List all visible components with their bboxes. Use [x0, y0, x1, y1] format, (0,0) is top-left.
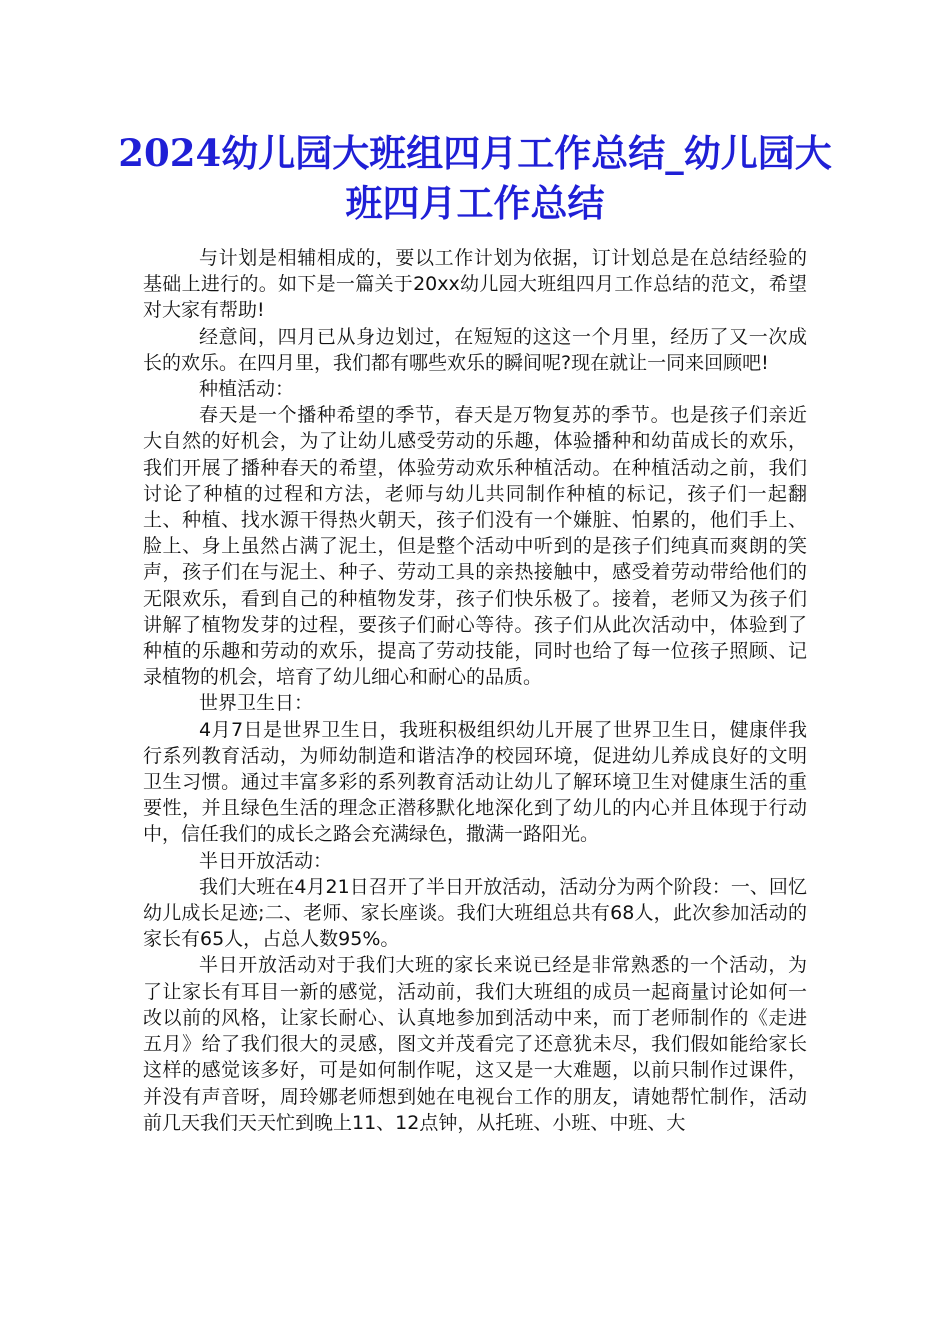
paragraph-april-review: 经意间，四月已从身边划过，在短短的这这一个月里，经历了又一次成长的欢乐。在四月里，我们都有哪些欢乐的瞬间呢?现在就让一同来回顾吧! — [143, 325, 807, 374]
paragraph-planting-activity: 春天是一个播种希望的季节，春天是万物复苏的季节。也是孩子们亲近大自然的好机会，为了让幼儿感受劳动的乐趣，体验播种和幼苗成长的欢乐，我们开展了播种春天的希望，体验劳动欢乐种植活动。在种植活动之前，我们讨论了种植的过程和方法，老师与幼儿共同制作种植的标记，孩子们一起翻土、种植、找水源干得热火朝天，孩子们没有一个嫌脏、怕累的，他们手上、脸上、身上虽然占满了泥土，但是整个活动中听到的是孩子们纯真而爽朗的笑声，孩子们在与泥土、种子、劳动工具的亲热接触中，感受着劳动带给他们的无限欢乐，看到自己的种植物发芽，孩子们快乐极了。接着，老师又为孩子们讲解了植物发芽的过程，要孩子们耐心等待。孩子们从此次活动中，体验到了种植的乐趣和劳动的欢乐，提高了劳动技能，同时也给了每一位孩子照顾、记录植物的机会，培育了幼儿细心和耐心的品质。 — [143, 404, 807, 689]
heading-planting-activity: 种植活动： — [199, 378, 295, 401]
document-body — [143, 245, 807, 1136]
heading-world-health-day: 世界卫生日： — [199, 692, 314, 715]
paragraph-half-day-open-1: 我们大班在4月21日召开了半日开放活动，活动分为两个阶段：一、回忆幼儿成长足迹;二、老师、家长座谈。我们大班组总共有68人，此次参加活动的家长有65人，占总人数95%。 — [143, 875, 807, 951]
paragraph-intro: 与计划是相辅相成的，要以工作计划为依据，订计划总是在总结经验的基础上进行的。如下是一篇关于20xx幼儿园大班组四月工作总结的范文，希望对大家有帮助! — [143, 247, 807, 322]
paragraph-world-health-day: 4月7日是世界卫生日，我班积极组织幼儿开展了世界卫生日，健康伴我行系列教育活动，为师幼制造和谐洁净的校园环境，促进幼儿养成良好的文明卫生习惯。通过丰富多彩的系列教育活动让幼儿了解环境卫生对健康生活的重要性，并且绿色生活的理念正潜移默化地深化到了幼儿的内心并且体现于行动中，信任我们的成长之路会充满绿色，撒满一路阳光。 — [143, 718, 807, 846]
heading-half-day-open: 半日开放活动： — [199, 849, 333, 872]
document-title: 2024幼儿园大班组四月工作总结_幼儿园大班四月工作总结 — [118, 131, 832, 225]
paragraph-half-day-open-2: 半日开放活动对于我们大班的家长来说已经是非常熟悉的一个活动，为了让家长有耳目一新的感觉，活动前，我们大班组的成员一起商量讨论如何一改以前的风格，让家长耐心、认真地参加到活动中来，而丁老师制作的《走进五月》给了我们很大的灵感，图文并茂看完了还意犹未尽，我们假如能给家长这样的感觉该多好，可是如何制作呢，这又是一大难题，以前只制作过课件，并没有声音呀，周玲娜老师想到她在电视台工作的朋友，请她帮忙制作，活动前几天我们天天忙到晚上11、12点钟，从托班、小班、中班、大 — [143, 954, 807, 1134]
